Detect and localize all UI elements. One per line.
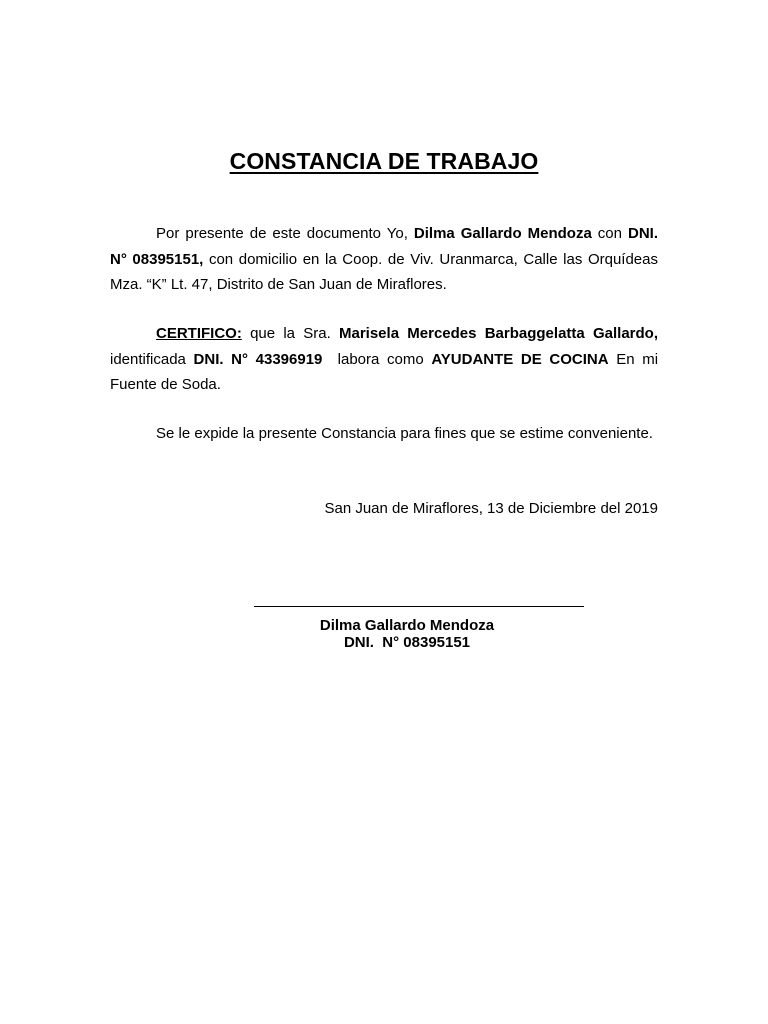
employee-name: Marisela Mercedes Barbaggelatta Gallardo,	[339, 325, 658, 342]
intro-paragraph	[110, 221, 658, 298]
cert-text-1: que la Sra.	[241, 325, 339, 342]
certification-paragraph	[110, 321, 658, 398]
signature-line	[254, 606, 584, 607]
intro-text-1: Por presente de este documento Yo,	[156, 225, 414, 242]
intro-text-3: con domicilio en la Coop. de Viv. Uranmarca, Calle las Orquídeas Mza. “K” Lt. 47, Distrito de San Juan de Miraflores.	[110, 250, 658, 293]
signature-name: Dilma Gallardo Mendoza	[319, 617, 495, 634]
date-line: San Juan de Miraflores, 13 de Diciembre del 2019	[324, 500, 658, 517]
certifico-label: CERTIFICO:	[156, 325, 242, 342]
employee-dni: DNI. N° 43396919	[193, 350, 323, 368]
issuer-dni: DNI. N° 08395151,	[110, 225, 659, 268]
purpose-paragraph: Se le expide la presente Constancia para fines que se estime conveniente.	[156, 425, 653, 442]
cert-text-3: labora como	[322, 350, 432, 368]
signature-dni: DNI. N° 08395151	[343, 634, 471, 651]
document-title: CONSTANCIA DE TRABAJO	[229, 148, 539, 174]
employee-position: AYUDANTE DE COCINA	[431, 350, 609, 368]
issuer-name: Dilma Gallardo Mendoza	[413, 225, 592, 242]
intro-text-2: con	[591, 225, 629, 242]
cert-text-2: identificada	[110, 350, 194, 368]
cert-text-4: En mi Fuente de Soda.	[110, 350, 659, 393]
